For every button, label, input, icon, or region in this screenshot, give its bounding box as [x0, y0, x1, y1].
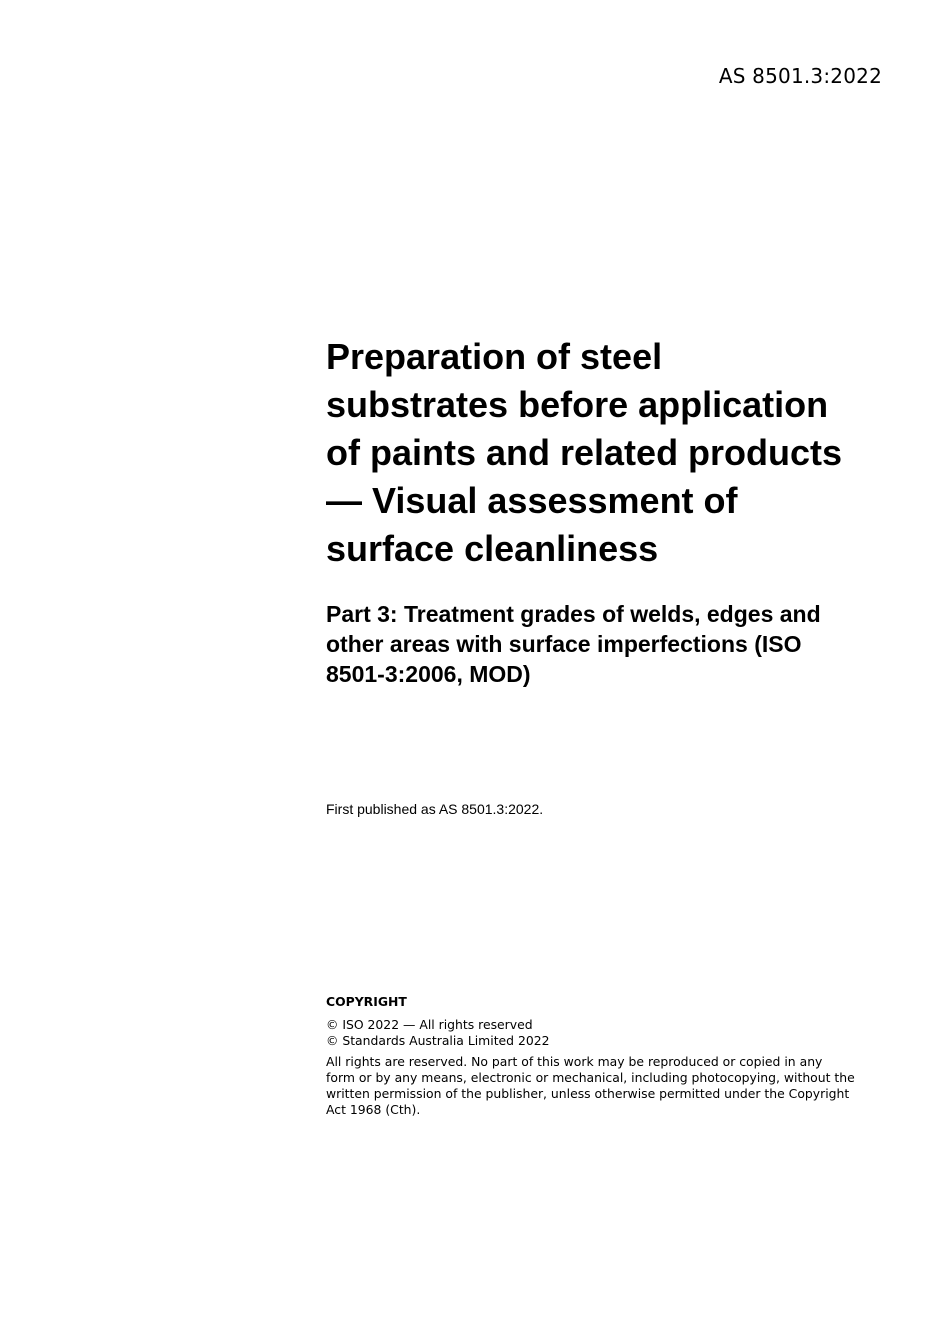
- title-line: of paints and related products: [326, 432, 843, 473]
- rights-line: form or by any means, electronic or mechanical, including photocopying, without the: [326, 1070, 855, 1085]
- rights-line: written permission of the publisher, unless otherwise permitted under the Copyright: [326, 1086, 850, 1101]
- subtitle-line: other areas with surface imperfections (ISO: [326, 631, 802, 657]
- iso-copyright-notice: © ISO 2022 — All rights reserved: [326, 1017, 533, 1032]
- title-line: — Visual assessment of: [326, 480, 738, 521]
- document-title: [326, 333, 896, 573]
- rights-statement: [326, 1054, 856, 1118]
- document-subtitle: [326, 599, 866, 689]
- copyright-block: [326, 994, 856, 1118]
- document-number: AS 8501.3:2022: [718, 64, 882, 88]
- subtitle-line: Part 3: Treatment grades of welds, edges and: [326, 601, 821, 627]
- sa-copyright-notice: © Standards Australia Limited 2022: [326, 1033, 550, 1048]
- rights-line: Act 1968 (Cth).: [326, 1102, 421, 1117]
- title-line: substrates before application: [326, 384, 829, 425]
- title-line: Preparation of steel: [326, 336, 663, 377]
- rights-line: All rights are reserved. No part of this work may be reproduced or copied in any: [326, 1054, 823, 1069]
- first-published-note: First published as AS 8501.3:2022.: [326, 801, 544, 817]
- subtitle-line: 8501-3:2006, MOD): [326, 661, 531, 687]
- copyright-heading: COPYRIGHT: [326, 994, 407, 1009]
- title-line: surface cleanliness: [326, 528, 659, 569]
